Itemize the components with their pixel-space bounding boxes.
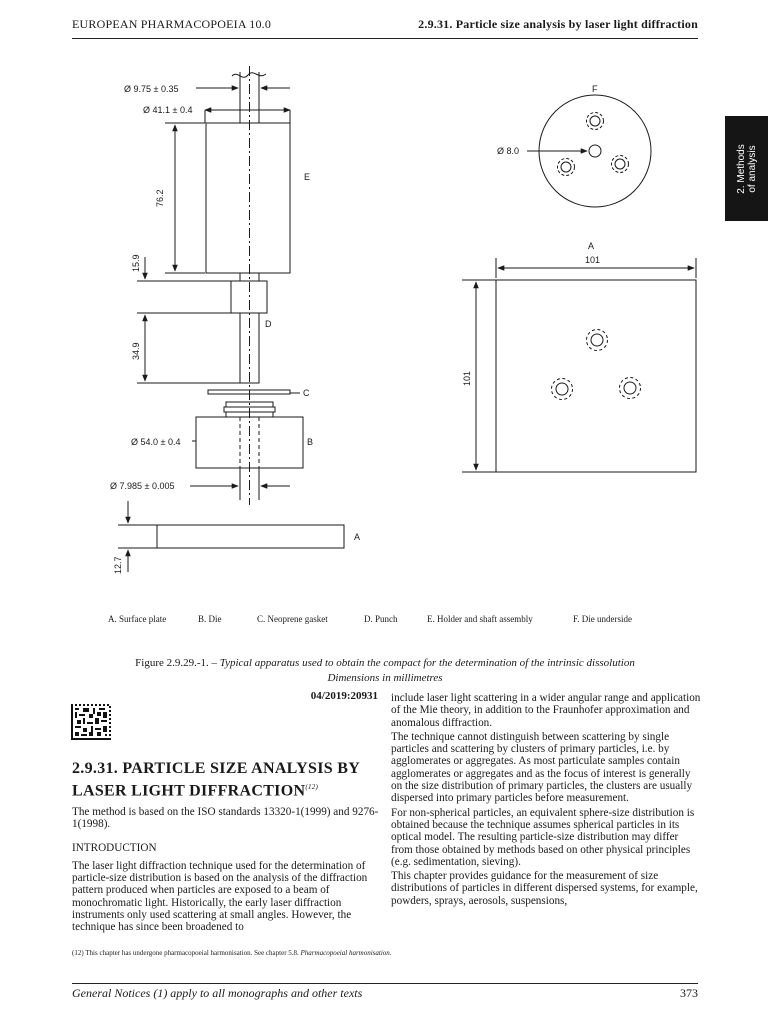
label-B: B bbox=[307, 437, 314, 447]
left-column bbox=[72, 806, 382, 934]
introduction-paragraph: The laser light diffraction technique used for the determination of particle-size distribution is based on the analysis of the diffraction pattern produced when particles are exposed to a beam of monochromatic light. Historically, the early laser diffraction instruments only used scattering at small angles. However, the technique has since been broadened to bbox=[72, 859, 368, 934]
label-A-side: A bbox=[354, 532, 361, 542]
section-title bbox=[72, 760, 382, 800]
surface-plate-top bbox=[496, 280, 696, 472]
body-paragraph: This chapter provides guidance for the measurement of size distributions of particles in different dispersed systems, for example, powders, sprays, aerosols, suspensions, bbox=[391, 870, 698, 907]
dim-shaft-diameter: Ø 9.75 ± 0.35 bbox=[124, 84, 179, 94]
title-footnote-ref: (12) bbox=[305, 783, 319, 791]
iso-basis-paragraph: The method is based on the ISO standards 13320-1(1999) and 9276-1(1998). bbox=[72, 806, 379, 831]
introduction-heading: INTRODUCTION bbox=[72, 841, 157, 854]
side-tab-line-1: 2. Methods bbox=[735, 143, 747, 194]
holder-body bbox=[206, 123, 290, 273]
body-paragraph: include laser light scattering in a wider angular range and application of the Mie theory, in addition to the Fraunhofer approximation and anomalous diffraction. bbox=[391, 692, 701, 729]
dim-die-diameter: Ø 54.0 ± 0.4 bbox=[131, 437, 181, 447]
legend-item: E. Holder and shaft assembly bbox=[427, 614, 533, 624]
dim-plate-width: 101 bbox=[585, 255, 601, 265]
footer-rule bbox=[72, 983, 698, 984]
label-A-top: A bbox=[588, 241, 595, 251]
dim-hole-diameter: Ø 8.0 bbox=[497, 146, 520, 156]
label-C: C bbox=[303, 388, 310, 398]
footnote-text: (12) This chapter has undergone pharmacopoeial harmonisation. See chapter 5.8. bbox=[72, 949, 299, 957]
header-rule bbox=[72, 38, 698, 39]
dim-plate-height: 101 bbox=[462, 370, 472, 386]
legend-item: B. Die bbox=[198, 614, 222, 624]
legend-item: C. Neoprene gasket bbox=[257, 614, 328, 624]
caption-units: Dimensions in millimetres bbox=[327, 672, 443, 684]
dim-bore-diameter: Ø 7.985 ± 0.005 bbox=[110, 481, 175, 491]
right-column bbox=[391, 692, 701, 909]
datamatrix-code-icon bbox=[71, 704, 111, 740]
legend-item: F. Die underside bbox=[573, 614, 633, 624]
label-D: D bbox=[265, 319, 272, 329]
label-E: E bbox=[304, 172, 311, 182]
dim-holder-height: 76.2 bbox=[155, 189, 165, 207]
page-number: 373 bbox=[680, 986, 698, 1000]
legend-item: D. Punch bbox=[364, 614, 398, 624]
monograph-reference: 04/2019:20931 bbox=[310, 690, 378, 702]
die-body bbox=[196, 417, 303, 468]
center-hole bbox=[589, 145, 601, 157]
label-F: F bbox=[592, 84, 598, 94]
section-title-text: 2.9.31. PARTICLE SIZE ANALYSIS BY LASER LIGHT DIFFRACTION bbox=[72, 760, 360, 800]
dim-punch-length: 34.9 bbox=[131, 342, 141, 360]
footnote bbox=[72, 949, 392, 957]
legend-item: A. Surface plate bbox=[108, 614, 167, 624]
dim-punch-head-height: 15.9 bbox=[131, 254, 141, 272]
footer-notice: General Notices (1) apply to all monographs and other texts bbox=[72, 986, 363, 1000]
figure-caption bbox=[72, 656, 698, 686]
running-header-left: EUROPEAN PHARMACOPOEIA 10.0 bbox=[72, 17, 272, 31]
side-tab-line-2: of analysis bbox=[746, 144, 758, 193]
dim-holder-diameter: Ø 41.1 ± 0.4 bbox=[143, 105, 193, 115]
surface-plate-side bbox=[157, 525, 344, 548]
body-paragraph: For non-spherical particles, an equivalent sphere-size distribution is obtained because the technique assumes spherical particles in its optical model. The resulting particle-size distribution may differ from those obtained by methods based on other physical principles (e.g. sedimentation, sieving). bbox=[391, 806, 695, 868]
apparatus-figure bbox=[0, 60, 768, 610]
running-header-right: 2.9.31. Particle size analysis by laser light diffraction bbox=[418, 17, 698, 31]
footnote-link-text: Pharmacopoeial harmonisation. bbox=[300, 949, 392, 957]
body-paragraph: The technique cannot distinguish between scattering by single particles and scattering by clusters of primary particles, i.e. by agglomerates or aggregates. As most particulate samples contain agglomerates or aggregates and as the focus of interest is generally on the size distribution of primary particles, the clusters are usually dispersed into primary particles before measurement. bbox=[391, 730, 693, 805]
dim-plate-thickness: 12.7 bbox=[113, 556, 123, 574]
caption-title: Typical apparatus used to obtain the compact for the determination of the intrinsic dissolution bbox=[219, 657, 635, 669]
caption-prefix: Figure 2.9.29.-1. – bbox=[135, 657, 218, 669]
